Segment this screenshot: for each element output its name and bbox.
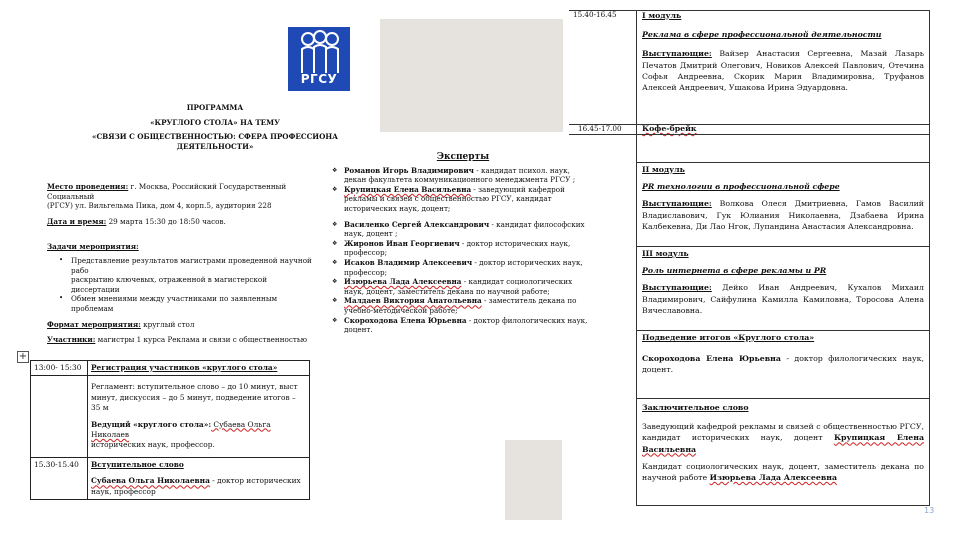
module3-speakers: Выступающие: Дейко Иван Андреевич, Кухалов Михаил Владимирович, Сайфулина Камилла Камиловна, Торосова Алена Вячеславовна. [642,283,924,315]
closing-text-2: Кандидат социологических наук, доцент, заместитель декана по научной работе Изюрьева Лада Алексеевна [642,461,924,483]
program-theme-line1: «СВЯЗИ С ОБЩЕСТВЕННОСТЬЮ: СФЕРА ПРОФЕССИОНА [91,132,339,142]
experts-title: Эксперты [436,152,490,162]
date-line [47,217,312,227]
expert-item: ❖ Крупицкая Елена Васильевна - заведующий кафедрой рекламы и связей с общественностью РГСУ, кандидат исторических наук, доцент; [332,185,594,214]
coffee-break: Кофе-брейк [642,124,697,133]
expert-item: ❖ Изюрьева Лада Алексеевна - кандидат социологических наук, доцент, заместитель декана по научной работе; [332,277,594,296]
program-subtitle: «КРУГЛОГО СТОЛА» НА ТЕМУ [150,117,280,127]
closing-title: Заключительное слово [642,403,749,412]
closing-text-1: Заведующий кафедрой рекламы и связей с общественностью РГСУ, кандидат исторических наук, доцент Крупицкая Елена Васильевна [642,422,924,454]
venue-text-2: (РГСУ) ул. Вильгельма Пика, дом 4, корп.5, аудитория 228 [47,201,272,211]
time-cell: 15.30-15.40 [31,457,88,499]
summary-title: Подведение итогов «Круглого стола» [642,333,815,342]
schedule-table-left [30,360,310,500]
module2-title: II модуль [642,165,685,174]
format-text: круглый стол [140,319,195,329]
placeholder-block-top [380,19,563,132]
program-theme-line2: ДЕЯТЕЛЬНОСТИ» [176,141,254,151]
date-label: Дата и время: [47,216,107,226]
event-cell: Регламент: вступительное слово – до 10 минут, выст минут, дискуссия – до 5 минут, подведение итогов – 35 м Ведущий «круглого стола»: Субаева Ольга Николаев исторических наук, профессор. [88,376,310,457]
task-item: • Представление результатов магистрами проведенной научной рабо раскрытию ключевых, отраженной в магистерской диссертации [59,256,312,294]
expert-item: ❖ Романов Игорь Владимирович - кандидат психол. наук, декан факультета коммуникационного менеджмента РГСУ ; [332,166,594,185]
tasks-list [59,256,312,314]
module1-topic: Реклама в сфере профессиональной деятельности [642,30,882,40]
row1-time: 15.40-16.45 [573,10,617,19]
expert-item: ❖ Василенко Сергей Александрович - кандидат философских наук, доцент ; [332,220,594,239]
placeholder-block-bottom [505,440,562,520]
event-cell: Вступительное слово Субаева Ольга Николаевна - доктор исторических наук, профессор [88,457,310,499]
participants-text: магистры 1 курса Реклама и связи с общественностью [95,335,308,345]
summary-text: Скороходова Елена Юрьевна - доктор филологических наук, доцент. [642,354,924,375]
expert-item: ❖ Исаков Владимир Алексеевич - доктор исторических наук, профессор; [332,258,594,277]
module3-topic: Роль интернета в сфере рекламы и PR [642,266,827,276]
table-move-handle[interactable]: + [18,351,28,362]
module1-speakers: Выступающие: Вайзер Анастасия Сергеевна, Мазай Лазарь Печатов Дмитрий Олегович, Новиков Алексей Павлович, Отечина Софья Андреевна, Скорик Мария Владимировна, Труфанов Алексей Андреевич, Ушакова Ирина Эдуардовна. [642,49,924,93]
module2-topic: PR технологии в профессиональной сфере [642,182,840,192]
row2-time: 16.45-17.00 [578,124,622,133]
date-text: 29 марта 15:30 до 18:50 часов. [106,216,226,226]
venue-label: Место проведения: [47,182,129,191]
page-number: 13 [924,506,935,515]
participants-line [47,335,312,345]
people-icon [288,27,350,77]
module1-title: I модуль [642,11,682,20]
time-cell [31,376,88,457]
format-line [47,320,312,330]
expert-item: ❖ Жиронов Иван Георгиевич - доктор исторических наук, профессор; [332,239,594,258]
event-cell: Регистрация участников «круглого стола» [88,361,310,376]
format-label: Формат мероприятия: [47,319,141,329]
task-item: • Обмен мнениями между участниками по заявленным проблемам [59,294,312,313]
logo-text: РГСУ [300,72,338,86]
module2-speakers: Выступающие: Волкова Олеся Дмитриевна, Гамов Василий Владиславович, Гук Юлиания Николаевна, Дзабаева Ирина Калбекевна, Ди Лао Нгок, Лупандина Анастасия Александровна. [642,199,924,231]
tasks-label: Задачи мероприятия: [47,242,139,252]
program-title: ПРОГРАММА [186,103,244,112]
venue-line [47,182,312,201]
expert-item: ❖ Малдаев Виктория Анатольевна - заместитель декана по учебно-методической работе; [332,296,594,315]
participants-label: Участники: [47,335,96,345]
time-cell: 13:00- 15:30 [31,361,88,376]
rgsu-logo [288,27,350,91]
venue-text: г. Москва, Российский Государственный Социальный [47,182,287,201]
table-row [31,361,310,376]
table-row [31,457,310,499]
experts-list [332,166,594,335]
expert-item: ❖ Скороходова Елена Юрьевна - доктор филологических наук, доцент. [332,316,594,335]
module3-title: III модуль [642,249,689,258]
table-row [31,376,310,457]
